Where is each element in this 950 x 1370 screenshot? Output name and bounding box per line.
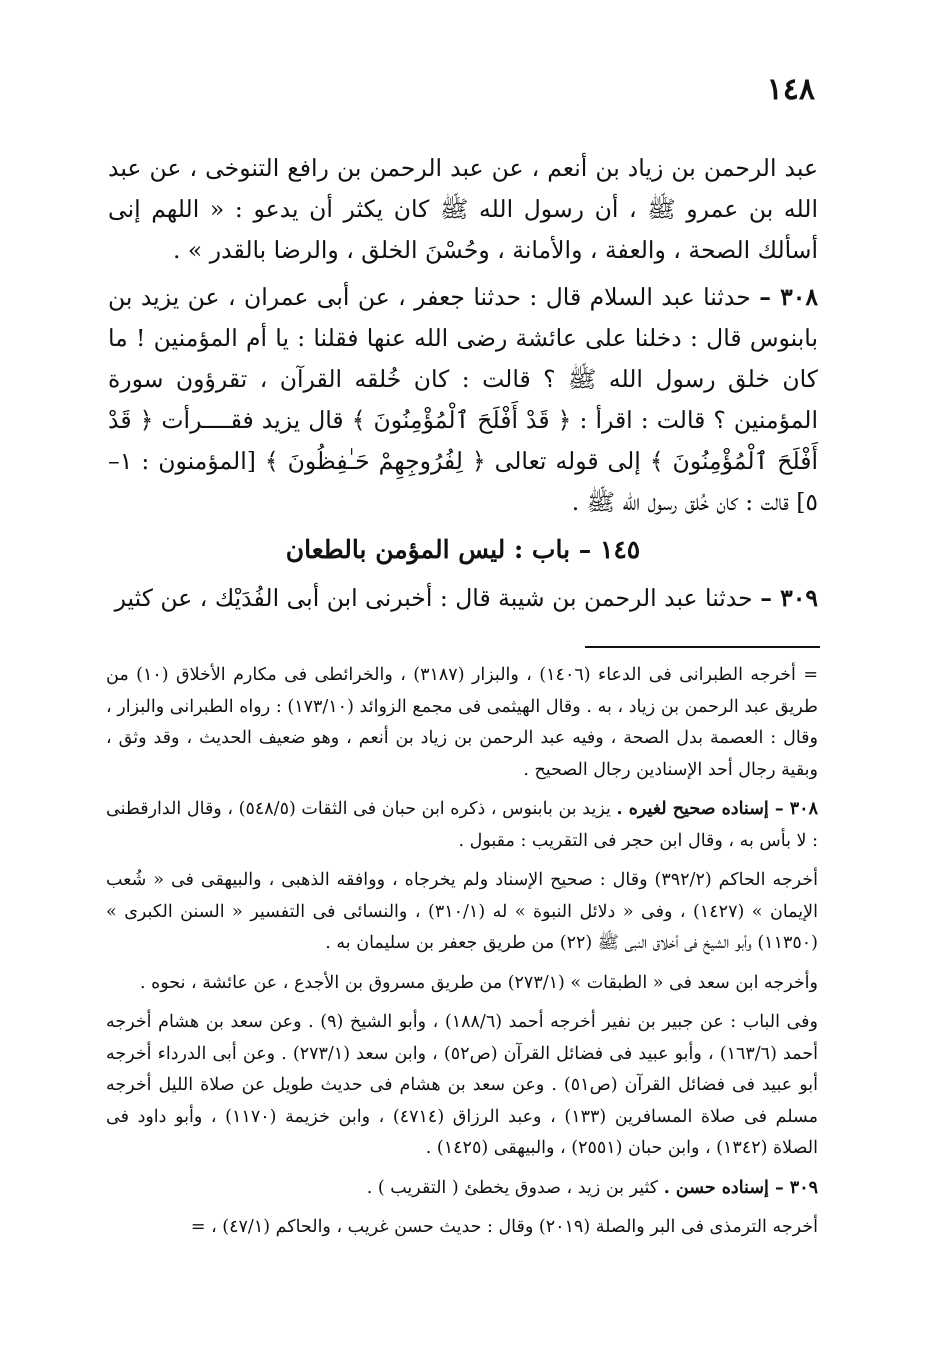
main-text: [108, 148, 818, 625]
hadith-309: [108, 578, 818, 619]
hadith-number: ٣٠٨ –: [759, 283, 818, 311]
footnote-paragraph: وفى الباب : عن جبير بن نفير أخرجه أحمد (١٨٨/٦) ، وأبو الشيخ (٩) . وعن سعد بن هشام أخرجه أحمد (١٦٣/٦) ، وأبو عبيد فى فضائل القرآن (ص٥٢) ، وابن سعد (٢٧٣/١) . وعن أبى الدرداء أخرجه أبو عبيد فى فضائل القرآن (ص٥١) . وعن سعد بن هشام فى حديث طويل عن صلاة الليل أخرجه مسلم فى صلاة المسافرين (١٣٣) ، وعبد الرزاق (٤٧١٤) ، وابن خزيمة (١١٧٠) ، وأبو داود فى الصلاة (١٣٤٢) ، وابن حبان (٢٥٥١) ، والبيهقى (١٤٢٥) .: [106, 1012, 818, 1158]
footnote-paragraph: [106, 1173, 818, 1205]
hadith-number: ٣٠٩ –: [760, 584, 818, 612]
page-number: ١٤٨: [766, 72, 815, 107]
footnote-paragraph: [106, 794, 818, 857]
hadith-308: [108, 277, 818, 523]
footnote-text: كثير بن زيد ، صدوق يخطئ ( التقريب ) .: [366, 1177, 659, 1198]
chapter-heading: ١٤٥ – باب : ليس المؤمن بالطعان: [285, 535, 641, 564]
footnote-paragraph: = أخرجه الطبرانى فى الدعاء (١٤٠٦) ، والبزار (٣١٨٧) ، والخرائطى فى مكارم الأخلاق (١٠) من طريق عبد الرحمن بن زياد ، به . وقال الهيثمى فى مجمع الزوائد (١٧٣/١٠) : رواه الطبرانى والبزار ، وقال : العصمة بدل الصحة ، وفيه عبد الرحمن بن زياد بن أنعم ، وهو ضعيف الحديث ، وقد وثق ، وبقية رجال أحد الإسنادين رجال الصحيح .: [106, 665, 818, 780]
hadith-text: حدثنا عبد السلام قال : حدثنا جعفر ، عن أبى عمران ، عن يزيد بن بابنوس قال : دخلنا على عائشة رضى الله عنها فقلنا : يا أم المؤمنين ! ما كان خلق رسول الله ﷺ ؟ قالت : كان خُلقه القرآن ، تقرؤون سورة المؤمنين ؟ قالت : اقرأ : ﴿ قَدْ أَفْلَحَ ٱلْمُؤْمِنُونَ ﴾ قال يزيد فقــــرأت ﴿ قَدْ أَفْلَحَ ٱلْمُؤْمِنُونَ ﴾ إلى قوله تعالى ﴿ لِفُرُوجِهِمْ حَـٰفِظُونَ ﴾ [المؤمنون : ١–٥] قالت : كان خُلق رسول الله ﷺ .: [108, 283, 818, 516]
footnote-lead: ٣٠٨ – إسناده صحيح لغيره .: [616, 799, 818, 819]
hadith-text: حدثنا عبد الرحمن بن شيبة قال : أخبرنى ابن أبى الفُدَيْك ، عن كثير: [114, 584, 753, 612]
footnote-separator: [585, 646, 820, 648]
footnote-paragraph: وأخرجه ابن سعد فى « الطبقات » (٢٧٣/١) من طريق مسروق بن الأجدع ، عن عائشة ، نحوه .: [139, 972, 818, 993]
paragraph-continuation: عبد الرحمن بن زياد بن أنعم ، عن عبد الرحمن بن رافع التنوخى ، عن عبد الله بن عمرو ﷺ ، أن رسول الله ﷺ كان يكثر أن يدعو : « اللهم إنى أسألك الصحة ، والعفة ، والأمانة ، وحُسْنَ الخلق ، والرضا بالقدر » .: [108, 154, 818, 264]
footnote-paragraph: أخرجه الترمذى فى البر والصلة (٢٠١٩) وقال : حديث حسن غريب ، والحاكم (٤٧/١) ، =: [190, 1217, 818, 1237]
footnote-lead: ٣٠٩ – إسناده حسن .: [663, 1177, 818, 1198]
footnotes: [106, 660, 818, 1252]
footnote-text: يزيد بن بابنوس ، ذكره ابن حبان فى الثقات (٥٤٨/٥) ، وقال الدارقطنى : لا بأس به ، وقال ابن حجر فى التقريب : مقبول .: [106, 799, 818, 851]
footnote-paragraph: أخرجه الحاكم (٣٩٢/٢) وقال : صحيح الإسناد ولم يخرجاه ، ووافقه الذهبى ، والبيهقى فى « شُعب الإيمان » (١٤٢٧) ، وفى « دلائل النبوة » له (٣١٠/١) ، والنسائى فى التفسير « السنن الكبرى » (١١٣٥٠) وأبو الشيخ فى أخلاق النبى ﷺ (٢٢) من طريق جعفر بن سليمان به .: [106, 870, 818, 953]
